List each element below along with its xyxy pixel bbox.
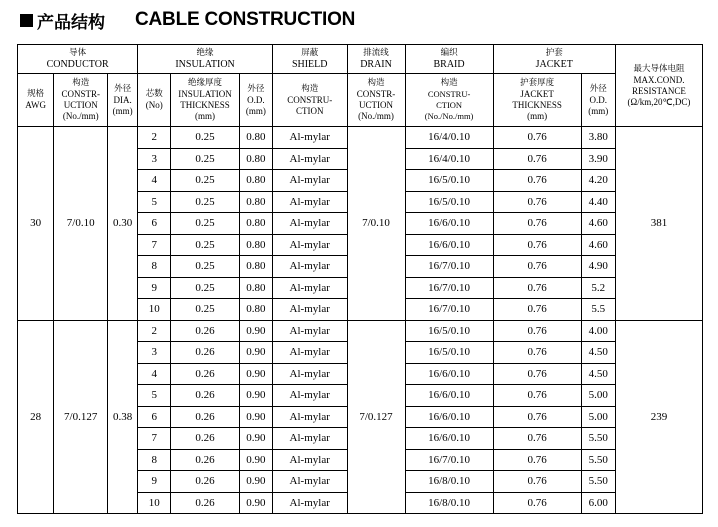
shield-cell: Al-mylar (272, 363, 347, 385)
jacket-od-cell: 6.00 (581, 492, 615, 514)
ins-thickness-header: 绝缘厚度 INSULATION THICKNESS (mm) (171, 74, 239, 127)
insulation-thickness-cell: 0.25 (171, 148, 239, 170)
awg-cell: 28 (18, 320, 54, 514)
shield-cell: Al-mylar (272, 471, 347, 493)
cores-cell: 5 (138, 191, 171, 213)
insulation-od-cell: 0.80 (239, 299, 272, 321)
insulation-thickness-cell: 0.26 (171, 320, 239, 342)
group-header-row (18, 45, 703, 74)
cores-cell: 8 (138, 449, 171, 471)
insulation-thickness-cell: 0.26 (171, 492, 239, 514)
cores-cell: 5 (138, 385, 171, 407)
jacket-od-cell: 4.90 (581, 256, 615, 278)
cores-cell: 9 (138, 277, 171, 299)
drain-cell: 7/0.127 (347, 320, 405, 514)
insulation-thickness-cell: 0.25 (171, 191, 239, 213)
jacket-od-cell: 3.90 (581, 148, 615, 170)
insulation-od-cell: 0.80 (239, 191, 272, 213)
cores-cell: 9 (138, 471, 171, 493)
braid-cell: 16/7/0.10 (405, 277, 493, 299)
jacket-od-cell: 4.60 (581, 213, 615, 235)
conductor-dia-cell: 0.30 (108, 127, 138, 321)
insulation-thickness-cell: 0.25 (171, 234, 239, 256)
conductor-construction-cell: 7/0.127 (54, 320, 108, 514)
braid-cell: 16/4/0.10 (405, 148, 493, 170)
jacket-od-cell: 4.20 (581, 170, 615, 192)
insulation-od-cell: 0.90 (239, 406, 272, 428)
jacket-thickness-cell: 0.76 (493, 342, 581, 364)
jacket-od-cell: 4.50 (581, 342, 615, 364)
insulation-od-cell: 0.80 (239, 148, 272, 170)
insulation-thickness-cell: 0.25 (171, 277, 239, 299)
cores-cell: 4 (138, 170, 171, 192)
insulation-od-cell: 0.80 (239, 234, 272, 256)
jacket-thickness-cell: 0.76 (493, 213, 581, 235)
cores-cell: 2 (138, 127, 171, 149)
jacket-thickness-cell: 0.76 (493, 170, 581, 192)
jacket-thickness-cell: 0.76 (493, 191, 581, 213)
cores-cell: 6 (138, 406, 171, 428)
insulation-od-cell: 0.90 (239, 385, 272, 407)
resistance-header: 最大导体电阻 MAX.COND. RESISTANCE (Ω/km,20℃,DC) (615, 45, 702, 127)
page-title (20, 6, 355, 34)
jacket-od-cell: 5.50 (581, 428, 615, 450)
shield-cell: Al-mylar (272, 406, 347, 428)
braid-header: 编织 BRAID (405, 45, 493, 74)
braid-cell: 16/6/0.10 (405, 406, 493, 428)
braid-construction-header: 构造 CONSTRU- CTION (No./No./mm) (405, 74, 493, 127)
jacket-thickness-cell: 0.76 (493, 492, 581, 514)
braid-cell: 16/6/0.10 (405, 385, 493, 407)
braid-cell: 16/7/0.10 (405, 299, 493, 321)
cores-cell: 10 (138, 492, 171, 514)
insulation-thickness-cell: 0.26 (171, 385, 239, 407)
insulation-thickness-cell: 0.26 (171, 428, 239, 450)
conductor-header: 导体 CONDUCTOR (18, 45, 138, 74)
conductor-dia-cell: 0.38 (108, 320, 138, 514)
insulation-thickness-cell: 0.25 (171, 299, 239, 321)
braid-cell: 16/5/0.10 (405, 191, 493, 213)
drain-header: 排流线 DRAIN (347, 45, 405, 74)
jacket-od-cell: 5.00 (581, 385, 615, 407)
cores-cell: 2 (138, 320, 171, 342)
title-chinese: 产品结构 (37, 12, 105, 33)
jacket-od-cell: 4.40 (581, 191, 615, 213)
insulation-thickness-cell: 0.26 (171, 449, 239, 471)
insulation-thickness-cell: 0.25 (171, 127, 239, 149)
cores-cell: 6 (138, 213, 171, 235)
jacket-thickness-cell: 0.76 (493, 471, 581, 493)
cores-cell: 3 (138, 148, 171, 170)
shield-header: 屏蔽 SHIELD (272, 45, 347, 74)
jacket-thickness-cell: 0.76 (493, 234, 581, 256)
jacket-od-cell: 4.50 (581, 363, 615, 385)
shield-construction-header: 构造 CONSTRU- CTION (272, 74, 347, 127)
cores-cell: 8 (138, 256, 171, 278)
drain-cell: 7/0.10 (347, 127, 405, 321)
cores-cell: 7 (138, 428, 171, 450)
braid-cell: 16/5/0.10 (405, 342, 493, 364)
cond-construction-header: 构造 CONSTR- UCTION (No./mm) (54, 74, 108, 127)
shield-cell: Al-mylar (272, 127, 347, 149)
shield-cell: Al-mylar (272, 170, 347, 192)
jacket-thickness-cell: 0.76 (493, 449, 581, 471)
insulation-od-cell: 0.90 (239, 471, 272, 493)
braid-cell: 16/4/0.10 (405, 127, 493, 149)
jacket-thickness-cell: 0.76 (493, 148, 581, 170)
cores-cell: 3 (138, 342, 171, 364)
jacket-thickness-cell: 0.76 (493, 299, 581, 321)
jacket-od-cell: 3.80 (581, 127, 615, 149)
jacket-header: 护套 JACKET (493, 45, 615, 74)
insulation-thickness-cell: 0.25 (171, 213, 239, 235)
cores-header: 芯数 (No) (138, 74, 171, 127)
jacket-od-cell: 5.2 (581, 277, 615, 299)
braid-cell: 16/7/0.10 (405, 449, 493, 471)
insulation-od-cell: 0.90 (239, 449, 272, 471)
insulation-od-cell: 0.80 (239, 213, 272, 235)
braid-cell: 16/5/0.10 (405, 320, 493, 342)
insulation-thickness-cell: 0.25 (171, 170, 239, 192)
jacket-thickness-cell: 0.76 (493, 277, 581, 299)
shield-cell: Al-mylar (272, 148, 347, 170)
jacket-thickness-header: 护套厚度 JACKET THICKNESS (mm) (493, 74, 581, 127)
jacket-od-cell: 4.60 (581, 234, 615, 256)
jacket-od-cell: 5.50 (581, 471, 615, 493)
shield-cell: Al-mylar (272, 234, 347, 256)
jacket-od-header: 外径 O.D. (mm) (581, 74, 615, 127)
cores-cell: 7 (138, 234, 171, 256)
sub-header-row (18, 74, 703, 127)
insulation-thickness-cell: 0.26 (171, 471, 239, 493)
table-row (18, 320, 703, 342)
braid-cell: 16/8/0.10 (405, 492, 493, 514)
insulation-header: 绝缘 INSULATION (138, 45, 273, 74)
jacket-od-cell: 5.5 (581, 299, 615, 321)
ins-od-header: 外径 O.D. (mm) (239, 74, 272, 127)
jacket-thickness-cell: 0.76 (493, 428, 581, 450)
insulation-od-cell: 0.80 (239, 277, 272, 299)
awg-header: 规格 AWG (18, 74, 54, 127)
braid-cell: 16/6/0.10 (405, 363, 493, 385)
shield-cell: Al-mylar (272, 449, 347, 471)
shield-cell: Al-mylar (272, 277, 347, 299)
table-row (18, 127, 703, 149)
shield-cell: Al-mylar (272, 385, 347, 407)
jacket-thickness-cell: 0.76 (493, 363, 581, 385)
shield-cell: Al-mylar (272, 492, 347, 514)
drain-construction-header: 构造 CONSTR- UCTION (No./mm) (347, 74, 405, 127)
jacket-od-cell: 5.50 (581, 449, 615, 471)
cond-dia-header: 外径 DIA. (mm) (108, 74, 138, 127)
insulation-od-cell: 0.80 (239, 127, 272, 149)
insulation-od-cell: 0.90 (239, 342, 272, 364)
insulation-thickness-cell: 0.26 (171, 406, 239, 428)
cores-cell: 4 (138, 363, 171, 385)
title-english: CABLE CONSTRUCTION (135, 9, 356, 30)
awg-cell: 30 (18, 127, 54, 321)
black-square-icon (20, 14, 33, 27)
braid-cell: 16/8/0.10 (405, 471, 493, 493)
jacket-od-cell: 4.00 (581, 320, 615, 342)
insulation-od-cell: 0.90 (239, 428, 272, 450)
braid-cell: 16/5/0.10 (405, 170, 493, 192)
jacket-thickness-cell: 0.76 (493, 127, 581, 149)
insulation-thickness-cell: 0.26 (171, 342, 239, 364)
insulation-thickness-cell: 0.25 (171, 256, 239, 278)
insulation-od-cell: 0.90 (239, 320, 272, 342)
shield-cell: Al-mylar (272, 191, 347, 213)
braid-cell: 16/6/0.10 (405, 234, 493, 256)
jacket-thickness-cell: 0.76 (493, 406, 581, 428)
shield-cell: Al-mylar (272, 320, 347, 342)
resistance-cell: 381 (615, 127, 702, 321)
shield-cell: Al-mylar (272, 342, 347, 364)
braid-cell: 16/6/0.10 (405, 428, 493, 450)
cores-cell: 10 (138, 299, 171, 321)
braid-cell: 16/7/0.10 (405, 256, 493, 278)
insulation-od-cell: 0.90 (239, 492, 272, 514)
conductor-construction-cell: 7/0.10 (54, 127, 108, 321)
jacket-thickness-cell: 0.76 (493, 320, 581, 342)
insulation-thickness-cell: 0.26 (171, 363, 239, 385)
jacket-od-cell: 5.00 (581, 406, 615, 428)
shield-cell: Al-mylar (272, 213, 347, 235)
jacket-thickness-cell: 0.76 (493, 256, 581, 278)
resistance-cell: 239 (615, 320, 702, 514)
shield-cell: Al-mylar (272, 428, 347, 450)
insulation-od-cell: 0.90 (239, 363, 272, 385)
cable-construction-table (17, 44, 703, 514)
jacket-thickness-cell: 0.76 (493, 385, 581, 407)
braid-cell: 16/6/0.10 (405, 213, 493, 235)
insulation-od-cell: 0.80 (239, 256, 272, 278)
shield-cell: Al-mylar (272, 299, 347, 321)
insulation-od-cell: 0.80 (239, 170, 272, 192)
shield-cell: Al-mylar (272, 256, 347, 278)
